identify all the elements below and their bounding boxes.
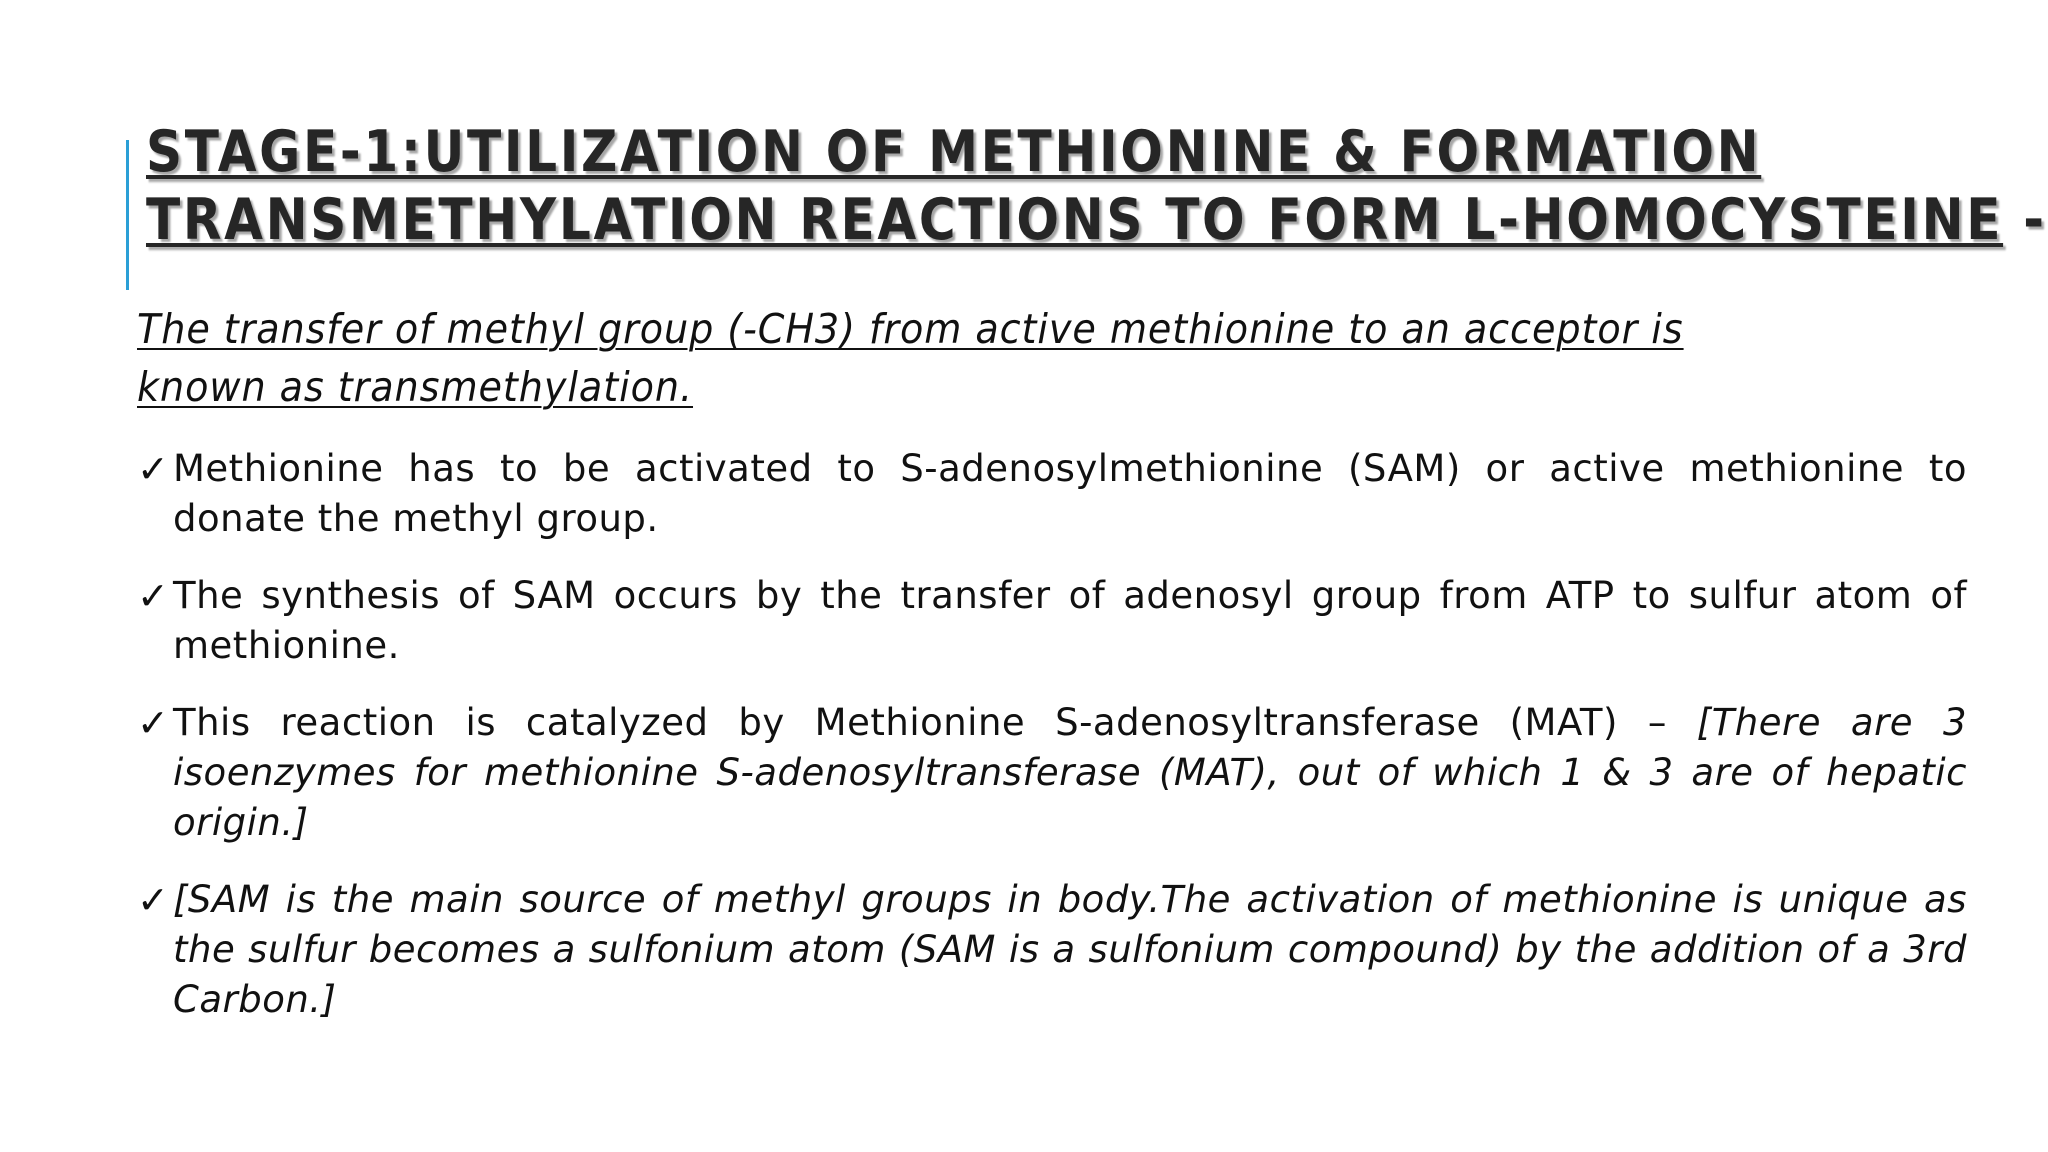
bullet-text <box>173 875 1967 1025</box>
slide-title <box>146 118 2047 254</box>
checkmark-icon: ✓ <box>137 878 169 922</box>
bullet-list <box>137 444 1967 1025</box>
bullet-italic-note: [There are 3 isoenzymes for methionine S-adenosyltransferase (MAT), out of which 1 & 3 are of hepatic origin.] <box>173 701 1967 844</box>
title-line-2 <box>146 186 2047 254</box>
title-line-2-text: TRANSMETHYLATION REACTIONS TO FORM L-HOMOCYSTEINE <box>146 187 2004 253</box>
list-item <box>137 444 1967 544</box>
bullet-text <box>173 698 1967 848</box>
bullet-plain-text: This reaction is catalyzed by Methionine S-adenosyltransferase (MAT) – <box>173 701 1697 744</box>
list-item <box>137 698 1967 848</box>
bullet-plain-text: The synthesis of SAM occurs by the transfer of adenosyl group from ATP to sulfur atom of methionine. <box>173 574 1967 667</box>
checkmark-icon: ✓ <box>137 574 169 618</box>
list-item <box>137 571 1967 671</box>
title-accent-bar <box>126 140 129 290</box>
bullet-plain-text: Methionine has to be activated to S-adenosylmethionine (SAM) or active methionine to donate the methyl group. <box>173 447 1967 540</box>
list-item <box>137 875 1967 1025</box>
intro-definition: The transfer of methyl group (-CH3) from active methionine to an acceptor is known as transmethylation. <box>137 305 1684 411</box>
checkmark-icon: ✓ <box>137 447 169 491</box>
bullet-text <box>173 571 1967 671</box>
title-suffix: - <box>2003 187 2047 253</box>
title-line-1 <box>146 118 1783 186</box>
bullet-italic-note: [SAM is the main source of methyl groups in body.The activation of methionine is unique as the sulfur becomes a sulfonium atom (SAM is a sulfonium compound) by the addition of a 3rd Carbon.] <box>173 878 1967 1021</box>
title-line-1-text: STAGE-1:UTILIZATION OF METHIONINE & FORMATION <box>146 119 1762 185</box>
bullet-text <box>173 444 1967 544</box>
checkmark-icon: ✓ <box>137 701 169 745</box>
